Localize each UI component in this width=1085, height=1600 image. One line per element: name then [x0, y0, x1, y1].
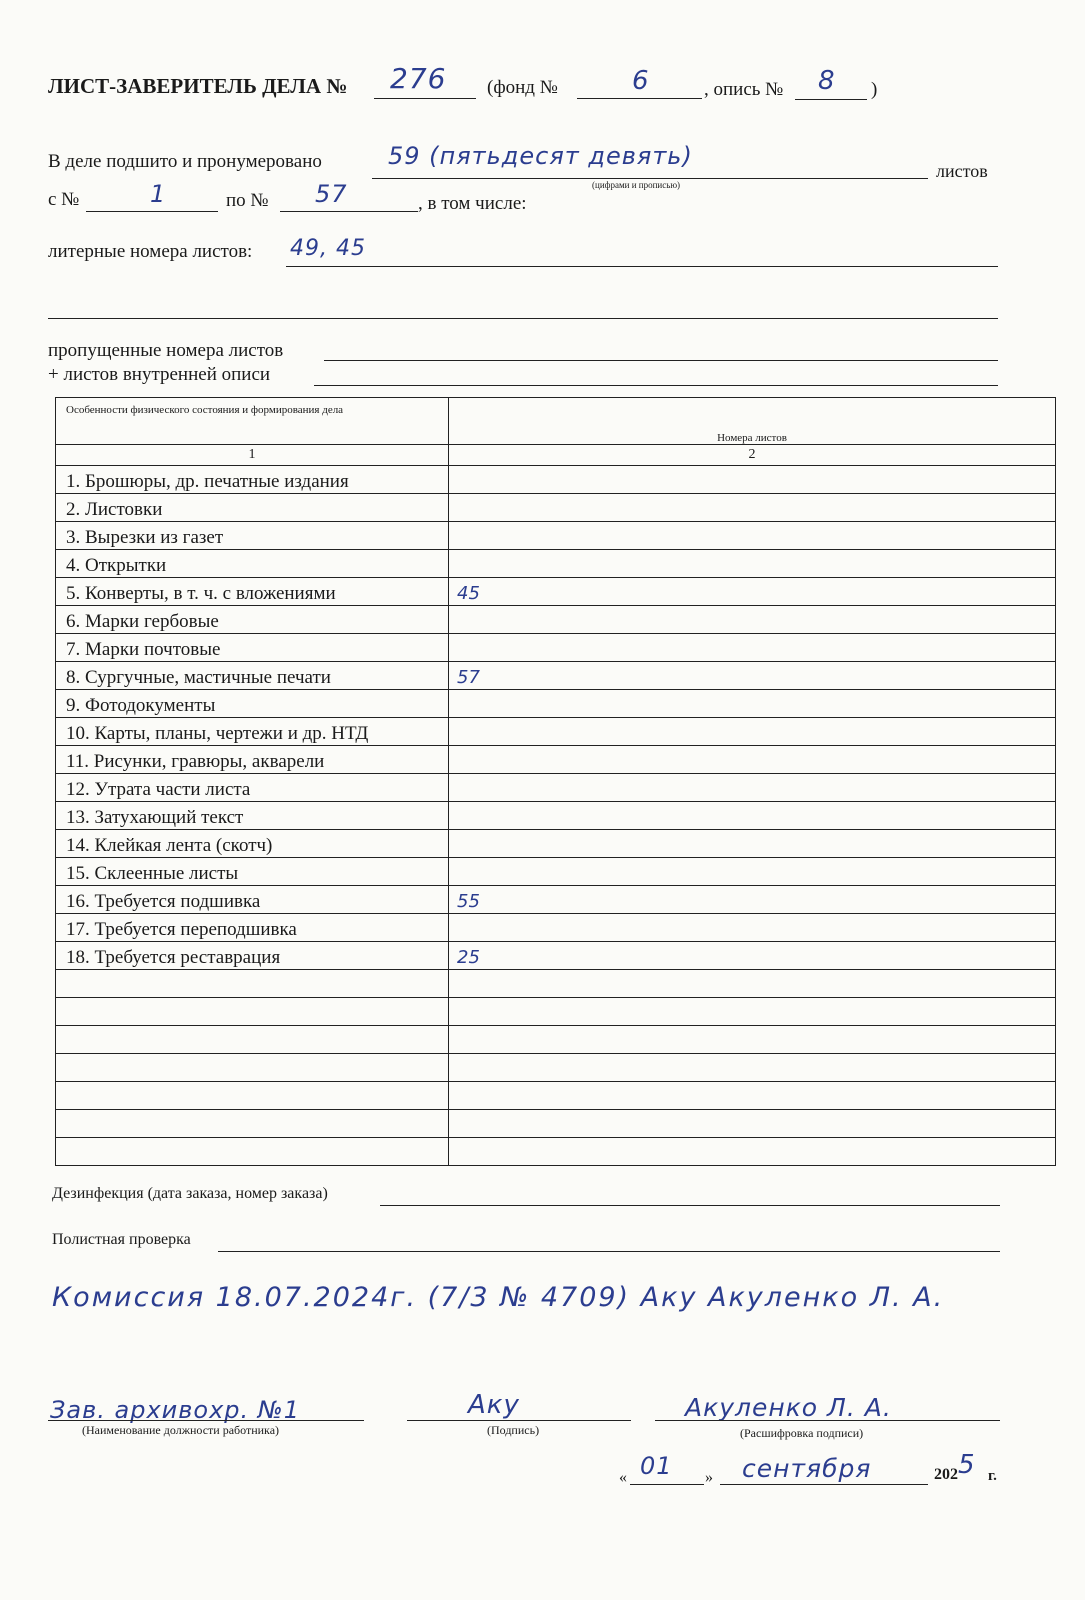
letter-numbers-value: 49, 45	[290, 236, 366, 261]
table-row	[56, 550, 1056, 578]
date-close-quote: »	[705, 1469, 713, 1486]
decoding-value: Акуленко Л. А.	[685, 1393, 892, 1422]
row-sheet-numbers-value: 25	[457, 947, 480, 968]
fond-line	[577, 98, 702, 99]
table-row	[56, 746, 1056, 774]
stitched-line	[372, 178, 928, 179]
sheet-check-value: Комиссия 18.07.2024г. (7/3 № 4709) Аку Акуленко Л. А.	[52, 1282, 945, 1313]
date-year-suffix: г.	[988, 1468, 997, 1484]
row-feature-label: 9. Фотодокументы	[56, 690, 449, 718]
row-sheet-numbers	[449, 802, 1056, 830]
row-sheet-numbers	[449, 522, 1056, 550]
table-row	[56, 718, 1056, 746]
row-sheet-numbers	[449, 858, 1056, 886]
sheet-check-line	[218, 1251, 1000, 1252]
stitched-label: В деле подшито и пронумеровано	[48, 151, 322, 172]
letter-numbers-label: литерные номера листов:	[48, 241, 253, 262]
fond-label: (фонд №	[487, 77, 558, 98]
date-day: 01	[640, 1452, 673, 1480]
empty-cell	[56, 1110, 449, 1138]
row-sheet-numbers	[449, 886, 1056, 914]
to-label: по №	[226, 190, 269, 211]
empty-table-row	[56, 998, 1056, 1026]
opis-line	[795, 99, 867, 100]
table-row	[56, 886, 1056, 914]
empty-cell	[56, 1138, 449, 1166]
position-line	[48, 1420, 364, 1421]
row-feature-label: 11. Рисунки, гравюры, акварели	[56, 746, 449, 774]
close-paren: )	[871, 79, 878, 100]
inner-inventory-label: + листов внутренней описи	[48, 364, 271, 385]
table-row	[56, 634, 1056, 662]
table-row	[56, 858, 1056, 886]
missing-numbers-line	[324, 360, 998, 361]
missing-numbers-label: пропущенные номера листов	[48, 340, 284, 361]
form-title: ЛИСТ-ЗАВЕРИТЕЛЬ ДЕЛА №	[48, 74, 348, 98]
row-feature-label: 18. Требуется реставрация	[56, 942, 449, 970]
table-row	[56, 578, 1056, 606]
row-sheet-numbers	[449, 606, 1056, 634]
position-caption: (Наименование должности работника)	[82, 1423, 280, 1437]
signature-line	[407, 1420, 631, 1421]
empty-cell	[56, 1026, 449, 1054]
row-sheet-numbers	[449, 690, 1056, 718]
empty-cell	[56, 1082, 449, 1110]
row-feature-label: 1. Брошюры, др. печатные издания	[56, 466, 449, 494]
table-row	[56, 914, 1056, 942]
position-value: Зав. архивохр. №1	[50, 1396, 300, 1424]
empty-table-row	[56, 1082, 1056, 1110]
row-sheet-numbers	[449, 942, 1056, 970]
row-sheet-numbers	[449, 466, 1056, 494]
from-label: с №	[48, 189, 80, 210]
column-number-1: 1	[56, 445, 449, 466]
date-year-prefix: 202	[934, 1466, 958, 1483]
table-row	[56, 942, 1056, 970]
row-feature-label: 8. Сургучные, мастичные печати	[56, 662, 449, 690]
row-feature-label: 13. Затухающий текст	[56, 802, 449, 830]
to-line	[280, 211, 418, 212]
row-feature-label: 14. Клейкая лента (скотч)	[56, 830, 449, 858]
table-header-row	[56, 398, 1056, 445]
row-sheet-numbers	[449, 494, 1056, 522]
empty-cell	[449, 970, 1056, 998]
empty-cell	[56, 998, 449, 1026]
opis-value: 8	[818, 66, 836, 96]
row-feature-label: 3. Вырезки из газет	[56, 522, 449, 550]
empty-cell	[449, 1110, 1056, 1138]
sheet-check-label: Полистная проверка	[52, 1231, 191, 1248]
row-feature-label: 10. Карты, планы, чертежи и др. НТД	[56, 718, 449, 746]
table-row	[56, 690, 1056, 718]
row-sheet-numbers-value: 55	[457, 891, 480, 912]
table-row	[56, 830, 1056, 858]
row-feature-label: 2. Листовки	[56, 494, 449, 522]
row-feature-label: 12. Утрата части листа	[56, 774, 449, 802]
date-month: сентября	[742, 1454, 872, 1483]
empty-cell	[449, 1138, 1056, 1166]
table-row	[56, 662, 1056, 690]
including-label: , в том числе:	[418, 193, 527, 214]
row-sheet-numbers-value: 45	[457, 583, 480, 604]
table-column-number-row	[56, 445, 1056, 466]
signature-caption: (Подпись)	[487, 1423, 540, 1437]
table-row	[56, 494, 1056, 522]
row-feature-label: 4. Открытки	[56, 550, 449, 578]
row-sheet-numbers	[449, 662, 1056, 690]
row-feature-label: 16. Требуется подшивка	[56, 886, 449, 914]
letter-numbers-line	[286, 266, 998, 267]
column-header-features: Особенности физического состояния и формирования дела	[56, 398, 449, 445]
stitched-caption: (цифрами и прописью)	[592, 180, 681, 190]
fond-value: 6	[632, 66, 650, 96]
row-feature-label: 5. Конверты, в т. ч. с вложениями	[56, 578, 449, 606]
date-day-line	[630, 1484, 704, 1485]
table-row	[56, 802, 1056, 830]
blank-line	[48, 318, 998, 319]
date-open-quote: «	[619, 1469, 627, 1486]
row-sheet-numbers	[449, 550, 1056, 578]
column-header-sheet-numbers: Номера листов	[449, 398, 1056, 445]
row-sheet-numbers	[449, 774, 1056, 802]
inner-inventory-line	[314, 385, 998, 386]
sheets-word: листов	[936, 161, 988, 181]
opis-label: , опись №	[704, 79, 784, 100]
table-row	[56, 774, 1056, 802]
from-line	[86, 211, 218, 212]
physical-state-table	[55, 397, 1056, 1166]
stitched-value: 59 (пятьдесят девять)	[388, 142, 693, 170]
row-sheet-numbers	[449, 914, 1056, 942]
row-feature-label: 17. Требуется переподшивка	[56, 914, 449, 942]
date-year-digit: 5	[958, 1450, 976, 1480]
empty-cell	[56, 1054, 449, 1082]
to-value: 57	[315, 180, 348, 208]
empty-cell	[449, 998, 1056, 1026]
signature-value: Аку	[468, 1390, 520, 1420]
empty-table-row	[56, 970, 1056, 998]
row-sheet-numbers	[449, 746, 1056, 774]
empty-cell	[56, 970, 449, 998]
table-row	[56, 466, 1056, 494]
row-sheet-numbers-value: 57	[457, 667, 480, 688]
empty-table-row	[56, 1054, 1056, 1082]
row-sheet-numbers	[449, 718, 1056, 746]
table-row	[56, 522, 1056, 550]
empty-table-row	[56, 1110, 1056, 1138]
empty-table-row	[56, 1026, 1056, 1054]
table-row	[56, 606, 1056, 634]
row-feature-label: 15. Склеенные листы	[56, 858, 449, 886]
empty-cell	[449, 1082, 1056, 1110]
decoding-line	[655, 1420, 1000, 1421]
case-number-value: 276	[390, 62, 447, 95]
empty-table-row	[56, 1138, 1056, 1166]
disinfection-line	[380, 1205, 1000, 1206]
decoding-caption: (Расшифровка подписи)	[740, 1426, 864, 1440]
row-sheet-numbers	[449, 830, 1056, 858]
empty-cell	[449, 1054, 1056, 1082]
empty-cell	[449, 1026, 1056, 1054]
row-sheet-numbers	[449, 634, 1056, 662]
column-number-2: 2	[449, 445, 1056, 466]
case-number-line	[374, 98, 476, 99]
row-feature-label: 7. Марки почтовые	[56, 634, 449, 662]
date-month-line	[720, 1484, 928, 1485]
row-feature-label: 6. Марки гербовые	[56, 606, 449, 634]
disinfection-label: Дезинфекция (дата заказа, номер заказа)	[52, 1185, 328, 1202]
from-value: 1	[150, 180, 167, 208]
row-sheet-numbers	[449, 578, 1056, 606]
